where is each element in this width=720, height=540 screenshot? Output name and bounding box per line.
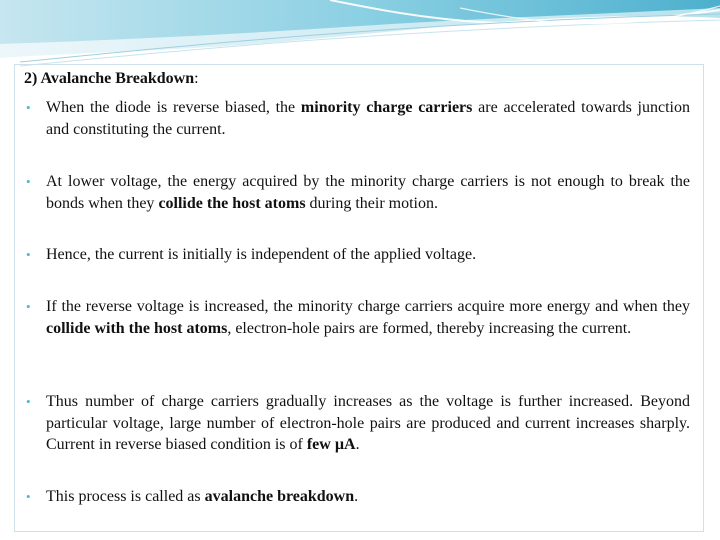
bullet-marker: • [26, 299, 31, 314]
bullet-marker: • [26, 394, 31, 409]
bullet-item-5 [26, 391, 690, 456]
bullet-text: When the diode is reverse biased, the minority charge carriers are accelerated towards junction and constituting the current. [46, 99, 690, 138]
bullet-item-4 [26, 296, 690, 339]
bullet-marker: • [26, 247, 31, 262]
bullet-item-1 [26, 97, 690, 140]
bullet-item-3 [26, 244, 690, 266]
bullet-text: Thus number of charge carriers gradually increases as the voltage is further increased. Beyond particular voltage, large number of electron-hole pairs are produced and current increases sharply. Current in reverse biased condition is of few µA. [46, 393, 690, 453]
bullet-text: If the reverse voltage is increased, the minority charge carriers acquire more energy and when they collide with the host atoms, electron-hole pairs are formed, thereby increasing the current. [46, 298, 690, 337]
bullet-text: This process is called as avalanche breakdown. [46, 488, 359, 505]
bullet-marker: • [26, 489, 31, 504]
bullet-text: Hence, the current is initially is independent of the applied voltage. [46, 246, 477, 263]
bullet-item-2 [26, 171, 690, 214]
bullet-marker: • [26, 100, 31, 115]
bullet-item-6 [26, 486, 690, 508]
bullet-marker: • [26, 174, 31, 189]
bullet-text: At lower voltage, the energy acquired by the minority charge carriers is not enough to break the bonds when they collide the host atoms during their motion. [46, 173, 690, 212]
slide-title [24, 70, 199, 88]
slide-title-colon: : [194, 70, 199, 87]
slide-title-text: 2) Avalanche Breakdown [24, 70, 195, 87]
